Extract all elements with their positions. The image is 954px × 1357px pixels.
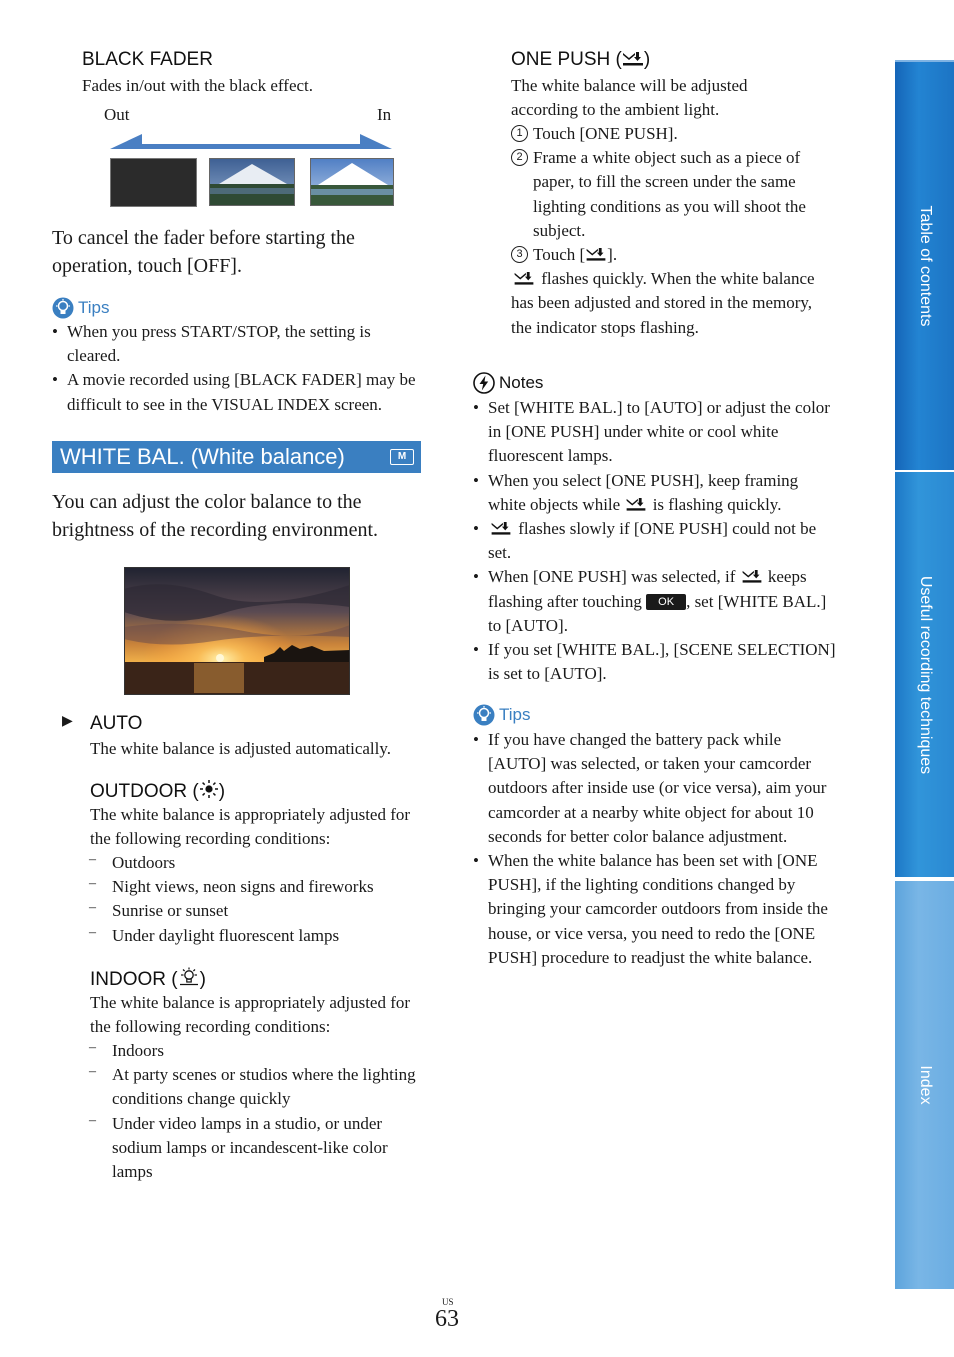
indoor-list (89, 1039, 419, 1184)
notes-list (473, 396, 838, 686)
sidebar-tab-toc-label: Table of contents (916, 205, 934, 327)
white-bal-intro: You can adjust the color balance to the brightness of the recording environment. (52, 491, 379, 541)
one-push-step-1: 1 Touch [ONE PUSH]. (511, 122, 836, 146)
outdoor-desc: The white balance is appropriately adjusted for the following recording conditions: (90, 805, 411, 849)
black-fader-heading: BLACK FADER (82, 49, 213, 70)
sun-icon (199, 779, 219, 799)
one-push-icon (740, 569, 764, 584)
auto-heading[interactable]: AUTO (90, 713, 143, 734)
fader-frame-black (110, 158, 197, 207)
sidebar-tab-toc[interactable] (895, 60, 954, 470)
note-item-4: • When [ONE PUSH] was selected, if keeps flashing after touching OK , set [WHITE BAL.] to [AUTO]. (473, 565, 838, 638)
fader-out-label: Out (104, 105, 130, 124)
note-item-5: • If you set [WHITE BAL.], [SCENE SELECTION] is set to [AUTO]. (473, 638, 838, 686)
outdoor-item-3: – Sunrise or sunset (89, 899, 419, 923)
tips1-item-2: • A movie recorded using [BLACK FADER] may be difficult to see in the VISUAL INDEX screen. (52, 368, 427, 416)
one-push-icon (488, 521, 514, 536)
sidebar-tab-index[interactable] (895, 881, 954, 1289)
auto-desc: The white balance is adjusted automatically. (90, 739, 392, 758)
one-push-step-3: 3 Touch [ ]. (511, 243, 836, 267)
ok-button[interactable]: OK (646, 594, 686, 610)
one-push-steps (511, 122, 836, 340)
indoor-item-2: – At party scenes or studios where the lighting conditions change quickly (89, 1063, 419, 1111)
sidebar-tab-useful-label: Useful recording techniques (916, 575, 934, 774)
sunset-photo (124, 567, 350, 695)
tips-bulb-icon (52, 297, 74, 319)
fader-arrow (108, 130, 394, 152)
tips-heading-1 (52, 297, 110, 319)
cancel-fader-text: To cancel the fader before starting the operation, touch [OFF]. (52, 227, 355, 277)
manual-mode-icon: M (390, 449, 414, 465)
one-push-icon (624, 497, 648, 512)
note-item-1: • Set [WHITE BAL.] to [AUTO] or adjust the color in [ONE PUSH] under white or cool white fluorescent lamps. (473, 396, 838, 469)
one-push-icon (622, 51, 644, 67)
tips2-item-2: • When the white balance has been set with [ONE PUSH], if the lighting conditions changed by bringing your camcorder outdoors from inside the house, or vice versa, you need to redo the [ONE PUSH] procedure to readjust the white balance. (473, 849, 840, 970)
indoor-item-3: – Under video lamps in a studio, or under sodium lamps or incandescent-like color lamps (89, 1112, 419, 1185)
white-bal-section-header (52, 441, 421, 473)
black-fader-desc: Fades in/out with the black effect. (82, 76, 314, 95)
outdoor-item-4: – Under daylight fluorescent lamps (89, 924, 419, 948)
outdoor-item-1: – Outdoors (89, 851, 419, 875)
outdoor-heading[interactable]: OUTDOOR ( ) (90, 781, 226, 802)
page-number: 63 (435, 1306, 459, 1332)
sidebar-tab-index-label: Index (916, 1065, 934, 1105)
notes-lightning-icon (473, 372, 495, 394)
fader-frame-dim (209, 158, 295, 206)
one-push-icon (511, 271, 537, 286)
tips-list-2 (473, 728, 840, 970)
notes-title: Notes (499, 373, 544, 392)
one-push-step-2: 2 Frame a white object such as a piece of paper, to fill the screen under the same lighting conditions as you will shoot the subject. (511, 146, 836, 243)
indoor-desc: The white balance is appropriately adjusted for the following recording conditions: (90, 993, 411, 1037)
outdoor-list (89, 851, 419, 948)
note-item-2: • When you select [ONE PUSH], keep framing white objects while is flashing quickly. (473, 469, 838, 517)
sidebar-tab-useful[interactable] (895, 472, 954, 877)
note-item-3: • flashes slowly if [ONE PUSH] could not be set. (473, 517, 838, 565)
fader-in-label: In (377, 105, 392, 124)
one-push-icon (585, 247, 607, 262)
notes-heading (473, 372, 543, 394)
indoor-heading[interactable]: INDOOR ( ) (90, 969, 206, 990)
fader-frame-full (310, 158, 394, 206)
tips-title-1: Tips (78, 298, 110, 317)
selected-arrow-icon: ▶ (62, 713, 73, 729)
tips-heading-2 (473, 704, 531, 726)
indoor-item-1: – Indoors (89, 1039, 419, 1063)
light-bulb-icon (178, 967, 200, 987)
tips-bulb-icon (473, 704, 495, 726)
one-push-heading[interactable]: ONE PUSH ( ) (511, 49, 651, 70)
tips1-item-1: • When you press START/STOP, the setting is cleared. (52, 320, 427, 368)
page-region: US (442, 1297, 454, 1307)
one-push-after: flashes quickly. When the white balance has been adjusted and stored in the memory, the indicator stops flashing. (511, 269, 815, 337)
tips-list-1 (52, 320, 427, 417)
white-bal-title: WHITE BAL. (White balance) (60, 444, 345, 469)
tips-title-2: Tips (499, 705, 531, 724)
tips2-item-1: • If you have changed the battery pack while [AUTO] was selected, or taken your camcorder outdoors after inside use (or vice versa), aim your camcorder at a nearby white object for about 10 seconds for better color balance adjustment. (473, 728, 840, 849)
outdoor-item-2: – Night views, neon signs and fireworks (89, 875, 419, 899)
one-push-desc: The white balance will be adjusted according to the ambient light. (511, 76, 748, 120)
